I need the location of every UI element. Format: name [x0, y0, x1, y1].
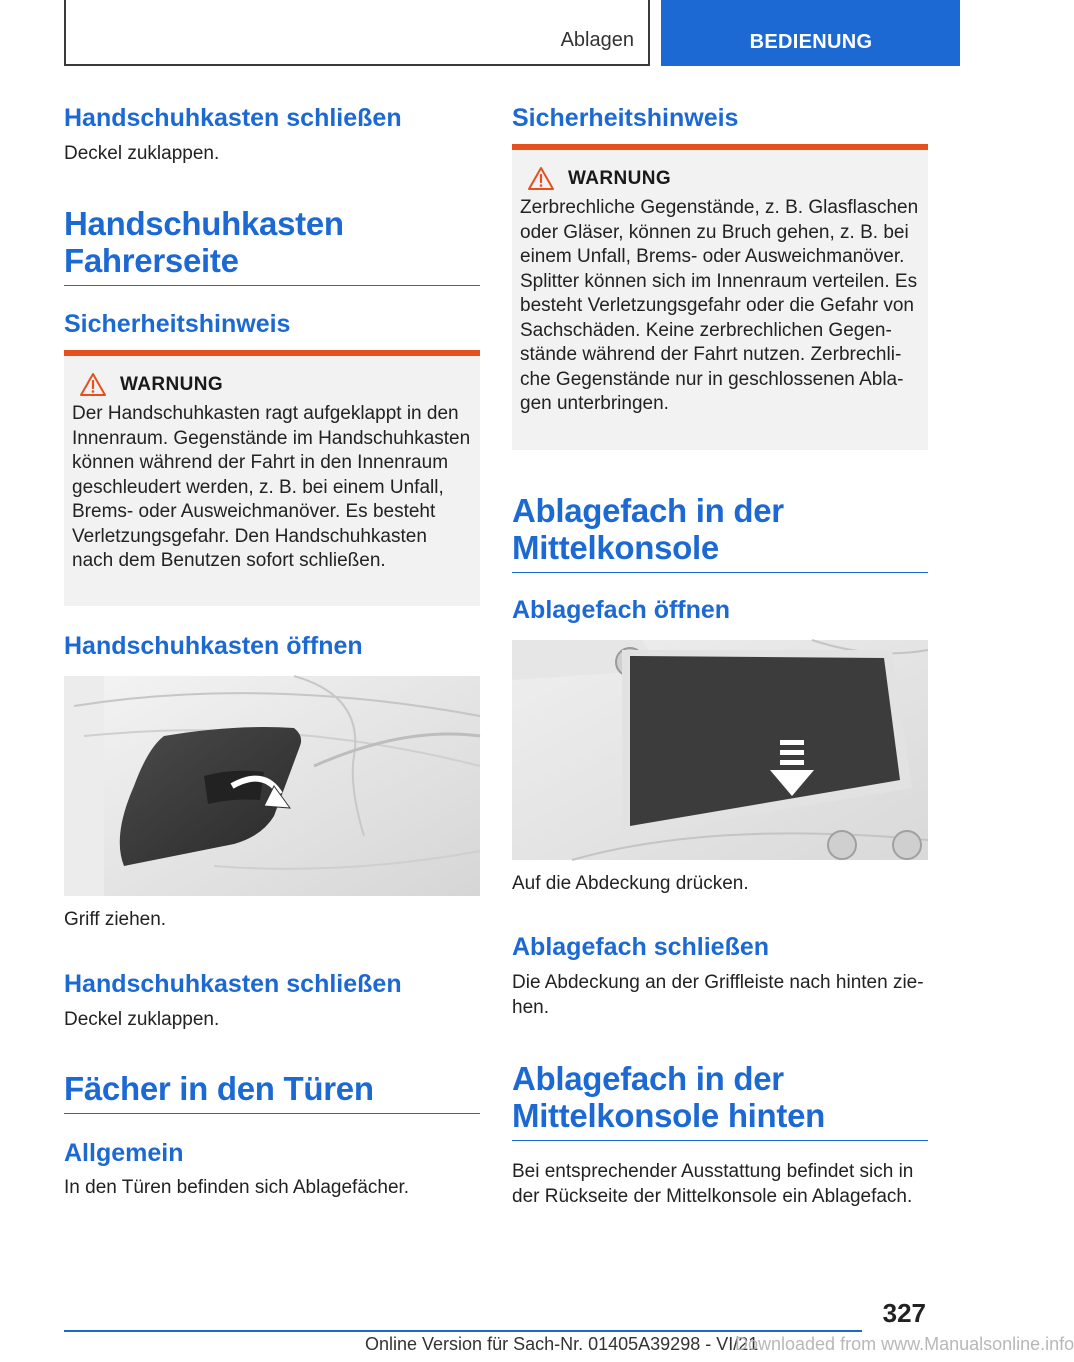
heading-glovebox-close-2: Handschuhkasten schließen: [64, 970, 402, 998]
warning-box-right: [512, 144, 928, 450]
warning-triangle-icon: [80, 372, 106, 398]
warning-title: WARNUNG: [120, 374, 224, 395]
title-door-compartments: Fächer in den Türen: [64, 1070, 480, 1114]
heading-safety-left: Sicherheitshinweis: [64, 310, 291, 338]
page-number: 327: [882, 1298, 926, 1328]
text-glovebox-close-1: Deckel zuklappen.: [64, 143, 220, 164]
title-glovebox-driver: Handschuhkasten Fahrerseite: [64, 205, 480, 286]
caption-console-open: Auf die Abdeckung drücken.: [512, 873, 749, 894]
header-chapter-label: BEDIENUNG: [749, 31, 873, 53]
caption-glovebox-open: Griff ziehen.: [64, 909, 167, 930]
glovebox-handle-image: [64, 676, 480, 896]
header-section-box: [64, 0, 650, 66]
warning-title: WARNUNG: [568, 168, 672, 189]
text-console-close: Die Abdeckung an der Griffleiste nach hinten ziehen.: [512, 972, 924, 1018]
text-general: In den Türen befinden sich Ablagefächer.: [64, 1177, 410, 1198]
heading-safety-right: Sicherheitshinweis: [512, 104, 739, 132]
heading-glovebox-open: Handschuhkasten öffnen: [64, 632, 363, 660]
footer-online-version: Online Version für Sach-Nr. 01405A39298 - VI/21: [365, 1334, 759, 1354]
console-cover-image: [512, 640, 928, 860]
text-glovebox-close-2: Deckel zuklappen.: [64, 1009, 220, 1030]
heading-general: Allgemein: [64, 1139, 184, 1167]
title-center-console: Ablagefach in der Mittelkonsole: [512, 492, 928, 573]
footer-divider: [64, 1330, 862, 1332]
footer-watermark: Downloaded from www.Manualsonline.info: [735, 1334, 1074, 1354]
heading-glovebox-close-1: Handschuhkasten schließen: [64, 104, 402, 132]
console-illustration: [512, 640, 928, 860]
header-chapter-tab: [661, 0, 960, 66]
warning-text: Zerbrechliche Gegenstände, z. B. Glasflaschen oder Gläser, können zu Bruch gehen, z. B. bei einem Unfall, Brems- oder Ausweichmanöver. Splitter können sich im Innenraum verteilen. Es besteht Verletzungsgefahr oder die Gefahr von Sachschäden. Keine zerbrechlichen Gegenstände während der Fahrt nutzen. Zerbrechliche Gegenstände nur in geschlossenen Ablagen unterbringen.: [520, 197, 919, 414]
warning-box-left: [64, 350, 480, 606]
text-console-rear: Bei entsprechender Ausstattung befindet sich in der Rückseite der Mittelkonsole ein Ablagefach.: [512, 1161, 914, 1207]
title-console-rear: Ablagefach in der Mittelkonsole hinten: [512, 1060, 928, 1141]
header-section-label: Ablagen: [560, 29, 634, 51]
warning-triangle-icon: [528, 166, 554, 192]
heading-console-open: Ablagefach öffnen: [512, 596, 731, 624]
heading-console-close: Ablagefach schließen: [512, 933, 770, 961]
glovebox-illustration: [64, 676, 480, 896]
warning-text: Der Handschuhkasten ragt aufgeklappt in den Innenraum. Gegenstände im Handschuhkasten können während der Fahrt in den Innenraum geschleudert werden, z. B. bei einem Unfall, Brems- oder Ausweichmanöver. Es besteht Verletzungsgefahr. Den Handschuhkasten nach dem Benutzen sofort schließen.: [72, 403, 471, 571]
